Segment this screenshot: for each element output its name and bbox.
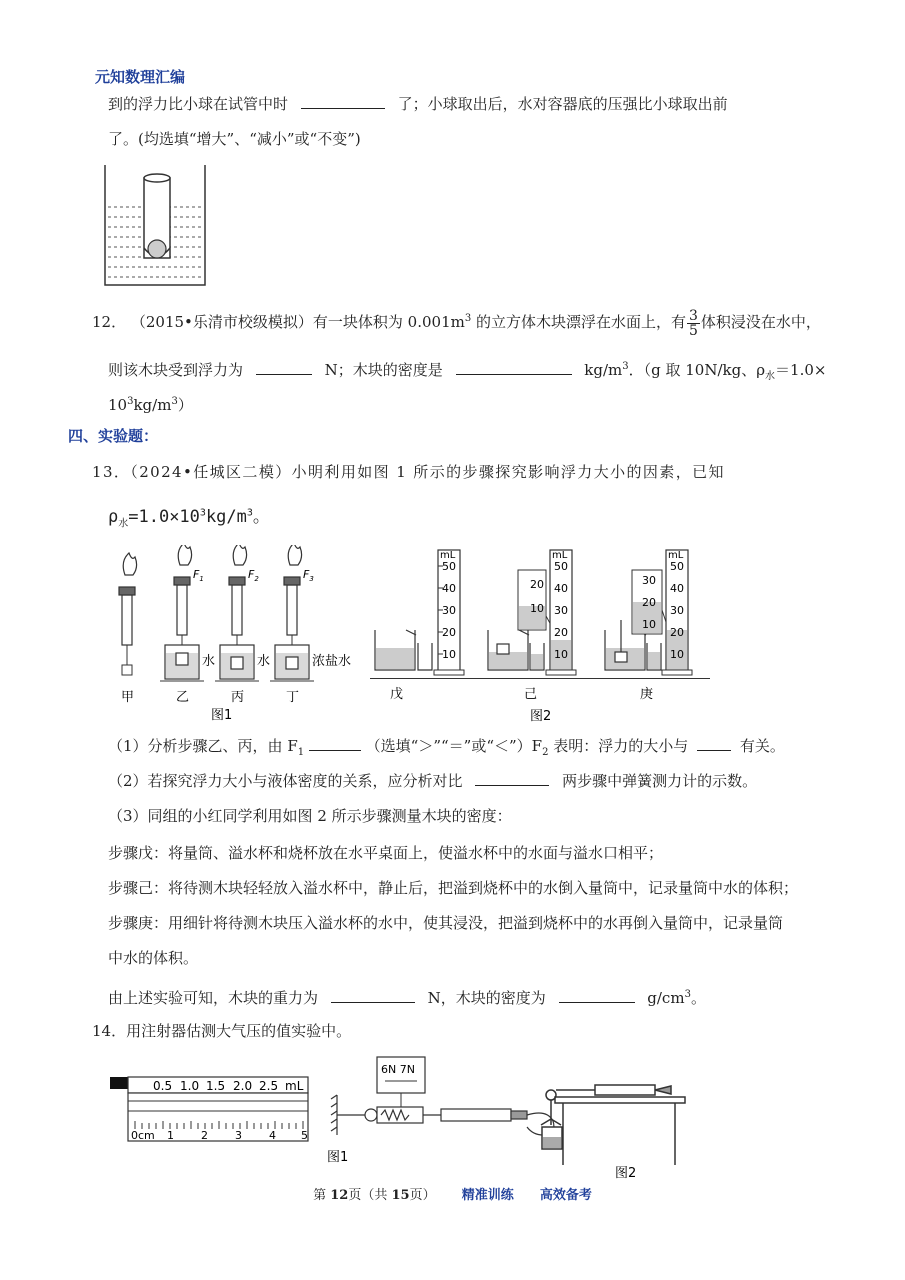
footer-page-mid: 页（共 (348, 1188, 392, 1203)
q13-blank5[interactable] (559, 988, 635, 1003)
q13-p1-sub1: 1 (297, 747, 305, 758)
q13-blank3[interactable] (475, 771, 549, 786)
q12-line3-b: kg/m (133, 396, 172, 414)
svg-text:50: 50 (670, 560, 684, 573)
q13-blank1[interactable] (309, 736, 361, 751)
q12-sup2: 3 (622, 361, 629, 372)
footer-page-total: 15 (391, 1188, 410, 1203)
q12-line1-c: 体积浸没在水中， (700, 313, 821, 331)
q13-rho-end: 。 (252, 507, 270, 527)
q13-p2-a: （2）若探究浮力大小与液体密度的关系，应分析对比 (108, 772, 463, 790)
force-label-1: $F_1$ (193, 568, 204, 583)
svg-text:30: 30 (670, 604, 684, 617)
q12-line3-a: 10 (108, 396, 128, 414)
svg-text:40: 40 (442, 582, 456, 595)
svg-text:30: 30 (442, 604, 456, 617)
q14-num: 14． (92, 1022, 127, 1040)
q12-sup1: 3 (464, 313, 472, 324)
svg-text:2.0: 2.0 (233, 1079, 253, 1093)
q13-blank2[interactable] (697, 736, 731, 751)
svg-text:0.5: 0.5 (153, 1079, 173, 1093)
q13-p1-c: 表明：浮力的大小与 (548, 737, 689, 755)
header-brand: 元知数理汇编 (95, 68, 186, 86)
q11-line1-a: 到的浮力比小球在试管中时 (108, 95, 289, 113)
svg-text:5: 5 (301, 1129, 308, 1142)
svg-text:20: 20 (554, 626, 568, 639)
step-label-jia: 甲 (121, 690, 135, 705)
svg-text:1: 1 (167, 1129, 174, 1142)
q13-rho-sup: 3 (199, 507, 206, 519)
q12-frac-den: 5 (689, 322, 698, 339)
svg-text:40: 40 (670, 582, 684, 595)
q11-beaker-figure (100, 160, 210, 290)
q13-part2 (108, 770, 757, 792)
svg-text:4: 4 (269, 1129, 276, 1142)
svg-text:30: 30 (554, 604, 568, 617)
q13-p2-b: 两步骤中弹簧测力计的示数。 (562, 772, 758, 790)
svg-text:10: 10 (554, 648, 568, 661)
svg-text:0cm: 0cm (131, 1129, 155, 1142)
q12-frac-num: 3 (689, 307, 698, 324)
force-label-2: $F_2$ (248, 568, 259, 583)
q13-figure2 (370, 540, 715, 726)
footer-page-suffix: 页） (409, 1188, 436, 1203)
q12-blank1[interactable] (256, 360, 312, 375)
svg-text:10: 10 (442, 648, 456, 661)
q13-step-geng-a: 步骤庚：用细针将待测木块压入溢水杯的水中，使其浸没，把溢到烧杯中的水再倒入量筒中，记录量筒 (108, 914, 784, 932)
q12-line2-b: N；木块的密度是 (324, 361, 443, 379)
q13-c-b: N，木块的密度为 (427, 989, 546, 1007)
q12-line2-a: 则该木块受到浮力为 (108, 361, 244, 379)
syringe-plunger-tip (110, 1077, 128, 1089)
q13-rho-unit: kg/m (205, 507, 247, 527)
svg-text:1.5: 1.5 (206, 1079, 226, 1093)
q12-line1-a: （2015•乐清市校级模拟）有一块体积为 0.001m (130, 313, 465, 331)
svg-text:2: 2 (201, 1129, 208, 1142)
q13-num: 13． (92, 463, 131, 481)
q11-line1-b: 了；小球取出后，水对容器底的压强比小球取出前 (397, 95, 728, 113)
q13-step-wu: 步骤戊：将量筒、溢水杯和烧杯放在水平桌面上，使溢水杯中的水面与溢水口相平； (108, 844, 664, 862)
figure1-caption-q14: 图1 (327, 1150, 349, 1165)
q11-line1 (108, 93, 728, 115)
footer-page-prefix: 第 (313, 1188, 331, 1203)
q13-rho-val: =1.0×10 (128, 507, 200, 527)
svg-text:10: 10 (670, 648, 684, 661)
step-label-geng: 庚 (640, 687, 654, 702)
cylinder1-unit: mL (440, 550, 456, 561)
q13-part1 (108, 735, 785, 764)
q12-blank2[interactable] (456, 360, 572, 375)
figure2-caption: 图2 (530, 709, 552, 724)
q13-figure1 (105, 545, 375, 725)
q14-figure (105, 1055, 695, 1180)
q13-blank4[interactable] (331, 988, 415, 1003)
figure2-caption-q14: 图2 (615, 1166, 637, 1180)
q12-sup4: 3 (171, 396, 178, 407)
step-label-ji: 己 (524, 687, 538, 702)
q13-c-c: g/cm (647, 989, 685, 1007)
q11-blank1[interactable] (301, 94, 385, 109)
svg-text:mL: mL (285, 1079, 304, 1093)
page-footer (0, 1184, 905, 1203)
q12-line3-c: ） (177, 396, 193, 414)
q12-fraction (687, 309, 700, 338)
footer-brand-2: 高效备考 (539, 1188, 592, 1203)
footer-page-current: 12 (330, 1188, 349, 1203)
q13-rho-sup2: 3 (246, 507, 253, 519)
figure1-caption: 图1 (211, 708, 233, 723)
q13-rho-sub: 水 (118, 518, 129, 530)
svg-text:2.5: 2.5 (259, 1079, 279, 1093)
svg-text:1.0: 1.0 (180, 1079, 200, 1093)
zoom2-ticks (642, 574, 656, 631)
svg-text:20: 20 (642, 596, 656, 609)
svg-text:10: 10 (530, 602, 544, 615)
svg-text:50: 50 (554, 560, 568, 573)
footer-brand-1: 精准训练 (461, 1188, 514, 1203)
q13-p1-sub2: 2 (542, 747, 549, 758)
q13-part3: （3）同组的小红同学利用如图 2 所示步骤测量木块的密度： (108, 807, 512, 825)
cylinder2-unit: mL (552, 550, 568, 561)
svg-text:20: 20 (670, 626, 684, 639)
q12-line3 (108, 391, 193, 416)
q13-line1 (92, 461, 725, 483)
q11-line2: 了。(均选填“增大”、“减小”或“不变”) (108, 130, 361, 148)
q13-step-geng-b: 中水的体积。 (108, 949, 199, 967)
q12-line1-b: 的立方体木块漂浮在水面上，有 (471, 313, 686, 331)
q12-line2-c: kg/m (584, 361, 623, 379)
q13-rho: ρ (108, 507, 119, 527)
q14-line (92, 1020, 351, 1042)
svg-text:20: 20 (530, 578, 544, 591)
q13-step-ji: 步骤己：将待测木块轻轻放入溢水杯中，静止后，把溢到烧杯中的水倒入量筒中，记录量筒中水的体积； (108, 879, 799, 897)
step-label-yi: 乙 (176, 690, 190, 705)
liquid-label-2: 水 (257, 654, 271, 669)
q13-c-d: 。 (690, 989, 706, 1007)
q14-text: 用注射器估测大气压的值实验中。 (126, 1022, 352, 1040)
q12-line1 (92, 308, 821, 338)
svg-text:10: 10 (642, 618, 656, 631)
step-label-bing: 丙 (231, 690, 245, 705)
svg-text:40: 40 (554, 582, 568, 595)
step-label-ding: 丁 (286, 690, 300, 705)
liquid-label-1: 水 (202, 654, 216, 669)
q12-line2 (108, 356, 826, 388)
q13-c-sup: 3 (684, 989, 691, 1000)
gauge-reading: 6N 7N (381, 1063, 415, 1076)
step-label-wu: 戊 (390, 687, 404, 702)
force-label-3: $F_3$ (303, 568, 314, 583)
svg-text:20: 20 (442, 626, 456, 639)
hand-icons (123, 545, 301, 575)
q13-rho-line (108, 502, 270, 529)
q13-line1-text: （2024•任城区二模）小明利用如图 1 所示的步骤探究影响浮力大小的因素，已知 (130, 463, 725, 481)
q13-c-a: 由上述实验可知，木块的重力为 (108, 989, 319, 1007)
q13-p1-a: （1）分析步骤乙、丙，由 F (108, 737, 298, 755)
svg-text:30: 30 (642, 574, 656, 587)
liquid-label-3: 浓盐水 (312, 654, 352, 669)
svg-text:50: 50 (442, 560, 456, 573)
q13-conclusion (108, 984, 706, 1009)
q12-line2-d: ．（g 取 10N/kg、ρ (628, 361, 766, 379)
q12-num: 12． (92, 313, 127, 331)
q12-sup3: 3 (127, 396, 134, 407)
q13-p1-b: （选填“＞”“＝”或“＜”）F (365, 737, 543, 755)
q12-sub: 水 (765, 371, 776, 382)
q12-line2-e: ＝1.0× (775, 361, 827, 379)
svg-text:3: 3 (235, 1129, 242, 1142)
q13-p1-d: 有关。 (739, 737, 785, 755)
section-title: 四、实验题： (68, 427, 159, 445)
cylinder3-unit: mL (668, 550, 684, 561)
